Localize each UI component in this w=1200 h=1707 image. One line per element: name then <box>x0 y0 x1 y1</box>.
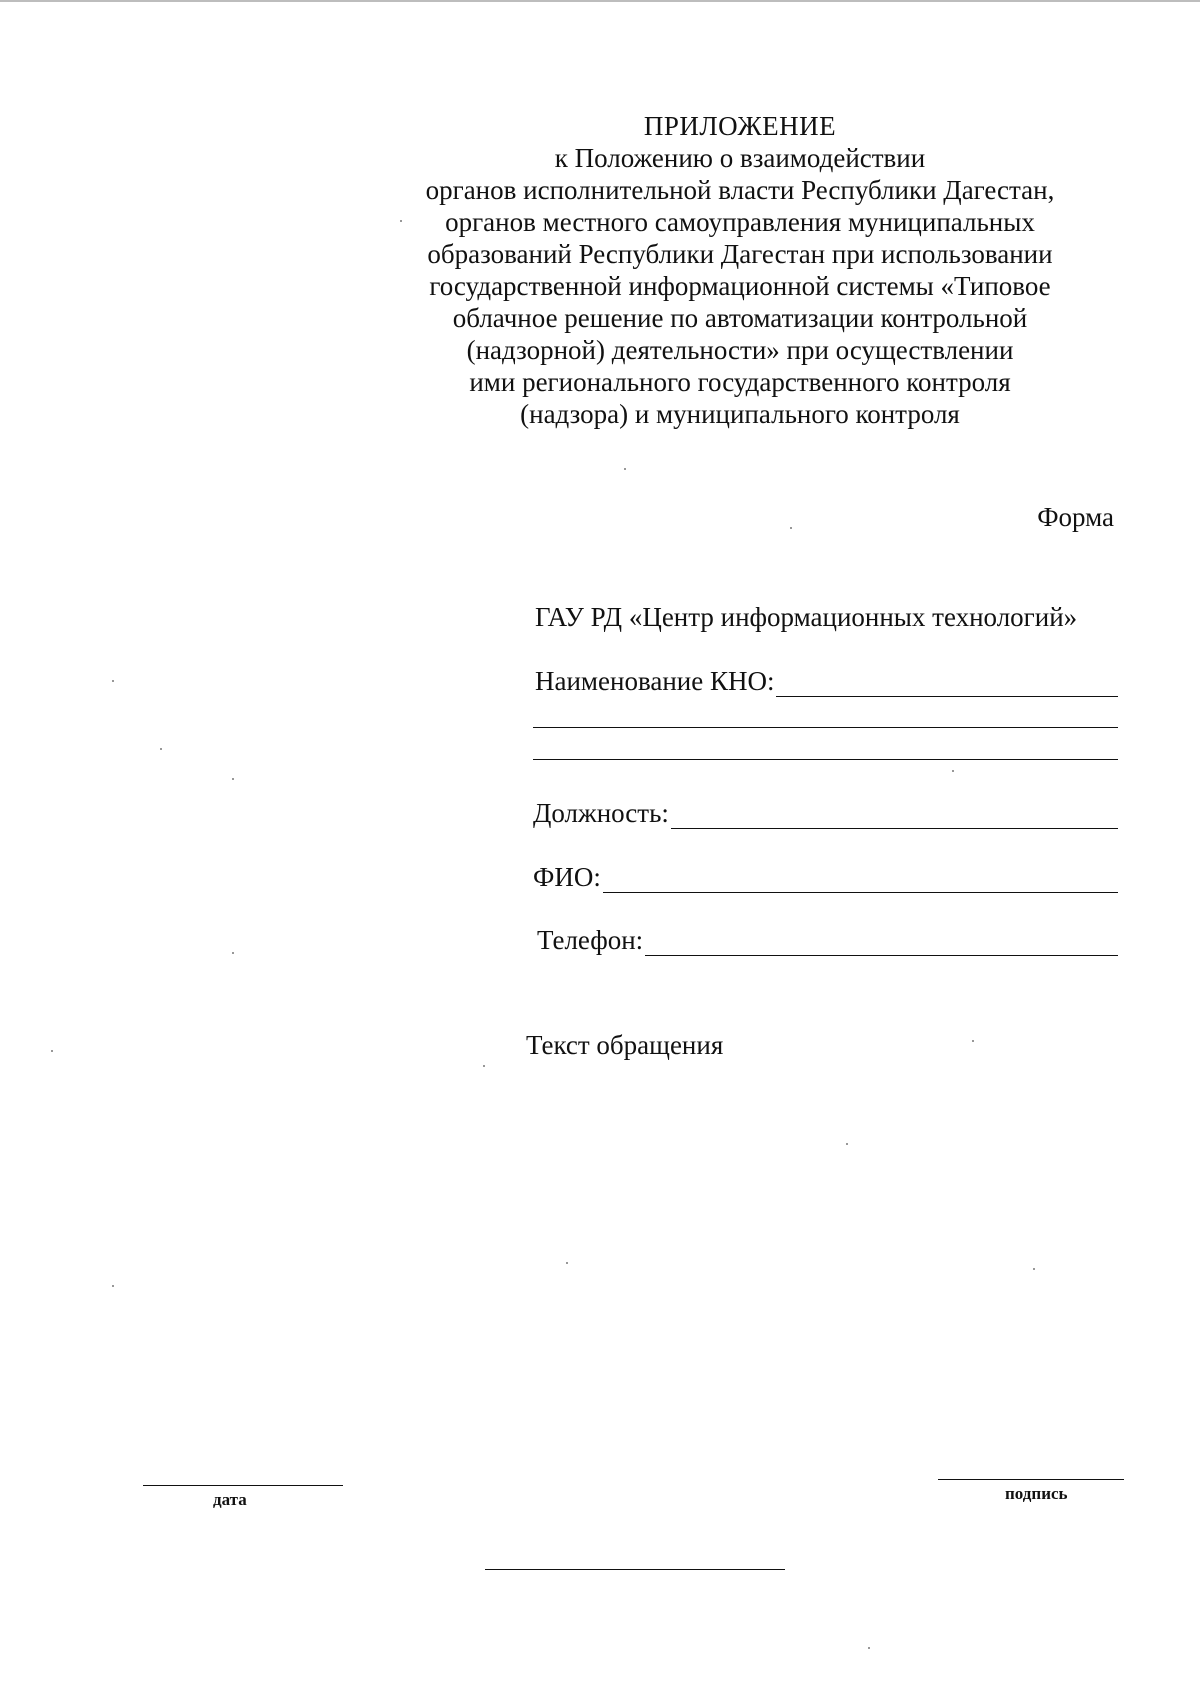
appendix-line-3: органов местного самоуправления муниципальных <box>445 207 1035 237</box>
scan-speck <box>232 952 234 954</box>
scan-speck <box>51 1050 53 1052</box>
scan-speck <box>790 527 792 529</box>
scan-speck <box>232 778 234 780</box>
kno-field <box>535 666 1118 697</box>
scan-speck <box>868 1647 870 1649</box>
signature-line[interactable] <box>938 1479 1124 1480</box>
date-line[interactable] <box>143 1485 343 1486</box>
position-label: Должность: <box>533 798 669 828</box>
appendix-line-5: государственной информационной системы «Типовое <box>429 271 1051 301</box>
kno-extra-line-2[interactable] <box>533 759 1118 760</box>
signature-caption: подпись <box>1005 1484 1068 1503</box>
scan-speck <box>400 220 402 222</box>
appendix-line-9: (надзора) и муниципального контроля <box>520 399 960 429</box>
appendix-line-8: ими регионального государственного контроля <box>469 367 1011 397</box>
fio-field <box>533 862 1118 893</box>
position-input-line[interactable] <box>671 802 1118 829</box>
recipient-organization: ГАУ РД «Центр информационных технологий» <box>535 602 1078 632</box>
scan-speck <box>1033 1268 1035 1270</box>
appendix-line-2: органов исполнительной власти Республики Дагестан, <box>425 175 1055 205</box>
scan-speck <box>160 748 162 750</box>
scan-edge-artifact <box>0 0 1200 2</box>
scan-speck <box>952 770 954 772</box>
fio-input-line[interactable] <box>603 866 1118 893</box>
scan-speck <box>112 680 114 682</box>
form-label: Форма <box>1037 502 1114 532</box>
appendix-line-7: (надзорной) деятельности» при осуществлении <box>466 335 1014 365</box>
scan-speck <box>624 468 626 470</box>
date-caption: дата <box>213 1490 247 1509</box>
appendix-heading <box>330 110 1150 430</box>
scan-speck <box>483 1065 485 1067</box>
phone-input-line[interactable] <box>645 929 1118 956</box>
appendix-title: ПРИЛОЖЕНИЕ <box>643 111 837 141</box>
kno-label: Наименование КНО: <box>535 666 775 696</box>
appendix-line-4: образований Республики Дагестан при использовании <box>427 239 1053 269</box>
phone-label: Телефон: <box>537 925 644 955</box>
kno-input-line[interactable] <box>776 670 1118 697</box>
kno-extra-line-1[interactable] <box>533 727 1118 728</box>
fio-label: ФИО: <box>533 862 601 892</box>
bottom-line[interactable] <box>485 1569 785 1570</box>
scan-speck <box>112 1285 114 1287</box>
scan-speck <box>846 1143 848 1145</box>
appendix-line-1: к Положению о взаимодействии <box>554 143 926 173</box>
appendix-line-6: облачное решение по автоматизации контрольной <box>452 303 1028 333</box>
position-field <box>533 798 1118 829</box>
scan-speck <box>972 1040 974 1042</box>
appeal-text-label: Текст обращения <box>526 1030 724 1060</box>
phone-field <box>537 925 1118 956</box>
scan-speck <box>566 1262 568 1264</box>
